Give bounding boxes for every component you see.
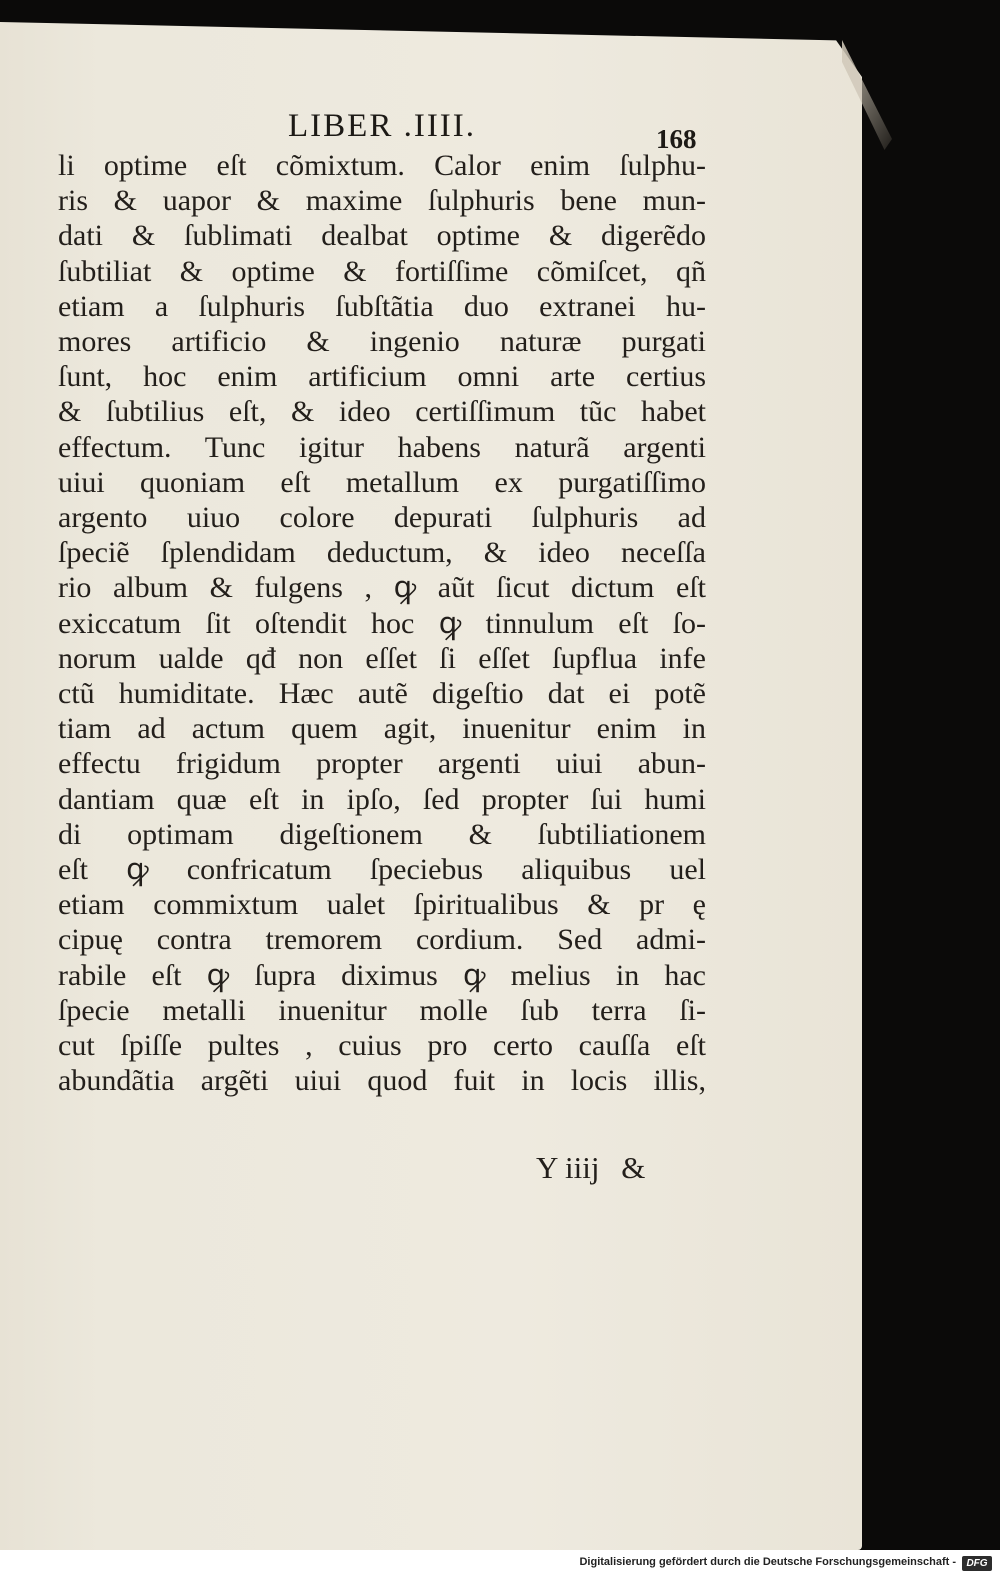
footer-bar [0, 1550, 1000, 1583]
catchword: & [621, 1150, 646, 1185]
text-line: eſt ꝙ confricatum ſpeciebus aliquibus uel [58, 853, 706, 887]
text-line: cut ſpiſſe pultes , cuius pro certo cauſſa eſt [58, 1029, 706, 1063]
text-line: argento uiuo colore depurati ſulphuris ad [58, 501, 706, 535]
text-line: mores artificio & ingenio naturæ purgati [58, 325, 706, 359]
text-line: rio album & fulgens , ꝙ aũt ſicut dictum eſt [58, 571, 706, 605]
running-head: LIBER .IIII. [288, 108, 477, 144]
text-line: li optime eſt cõmixtum. Calor enim ſulphu- [58, 149, 706, 182]
signature-mark: Y iiij [536, 1150, 600, 1185]
text-line: rabile eſt ꝙ ſupra diximus ꝙ melius in hac [58, 958, 706, 992]
text-line: dantiam quæ eſt in ipſo, ſed propter ſui humi [58, 782, 706, 816]
dfg-logo: DFG [962, 1556, 992, 1571]
text-line: etiam commixtum ualet ſpiritualibus & pr ę [58, 888, 706, 922]
footer-credit: Digitalisierung gefördert durch die Deutsche Forschungsgemeinschaft - [579, 1556, 956, 1568]
text-line: ſpecie metalli inuenitur molle ſub terra ſi- [58, 993, 706, 1027]
text-line: ctũ humiditate. Hæc autẽ digeſtio dat ei potẽ [58, 677, 706, 711]
text-line: abundãtia argẽti uiui quod fuit in locis illis, [58, 1064, 706, 1098]
text-line: effectum. Tunc igitur habens naturã argenti [58, 430, 706, 464]
text-block [58, 148, 706, 1098]
text-line: ris & uapor & maxime ſulphuris bene mun- [58, 184, 706, 218]
text-line: uiui quoniam eſt metallum ex purgatiſſimo [58, 465, 706, 499]
folio-number: 168 [656, 124, 697, 154]
text-line: ſunt, hoc enim artificium omni arte certius [58, 360, 706, 394]
signature-line [536, 1150, 645, 1186]
text-line: ſubtiliat & optime & fortiſſime cõmiſcet, qñ [58, 254, 706, 288]
text-line: dati & ſublimati dealbat optime & digerẽdo [58, 219, 706, 253]
text-line: norum ualde qđ non eſſet ſi eſſet ſupflua infe [58, 641, 706, 675]
text-line: & ſubtilius eſt, & ideo certiſſimum tũc habet [58, 395, 706, 429]
text-line: tiam ad actum quem agit, inuenitur enim in [58, 712, 706, 746]
text-line: effectu frigidum propter argenti uiui abun- [58, 747, 706, 781]
text-line: ſpeciẽ ſplendidam deductum, & ideo neceſſa [58, 536, 706, 570]
text-line: cipuę contra tremorem cordium. Sed admi- [58, 923, 706, 957]
text-line: etiam a ſulphuris ſubſtãtia duo extranei hu- [58, 289, 706, 323]
text-line: di optimam digeſtionem & ſubtiliationem [58, 817, 706, 851]
text-line: exiccatum ſit oſtendit hoc ꝙ tinnulum eſt ſo- [58, 606, 706, 640]
